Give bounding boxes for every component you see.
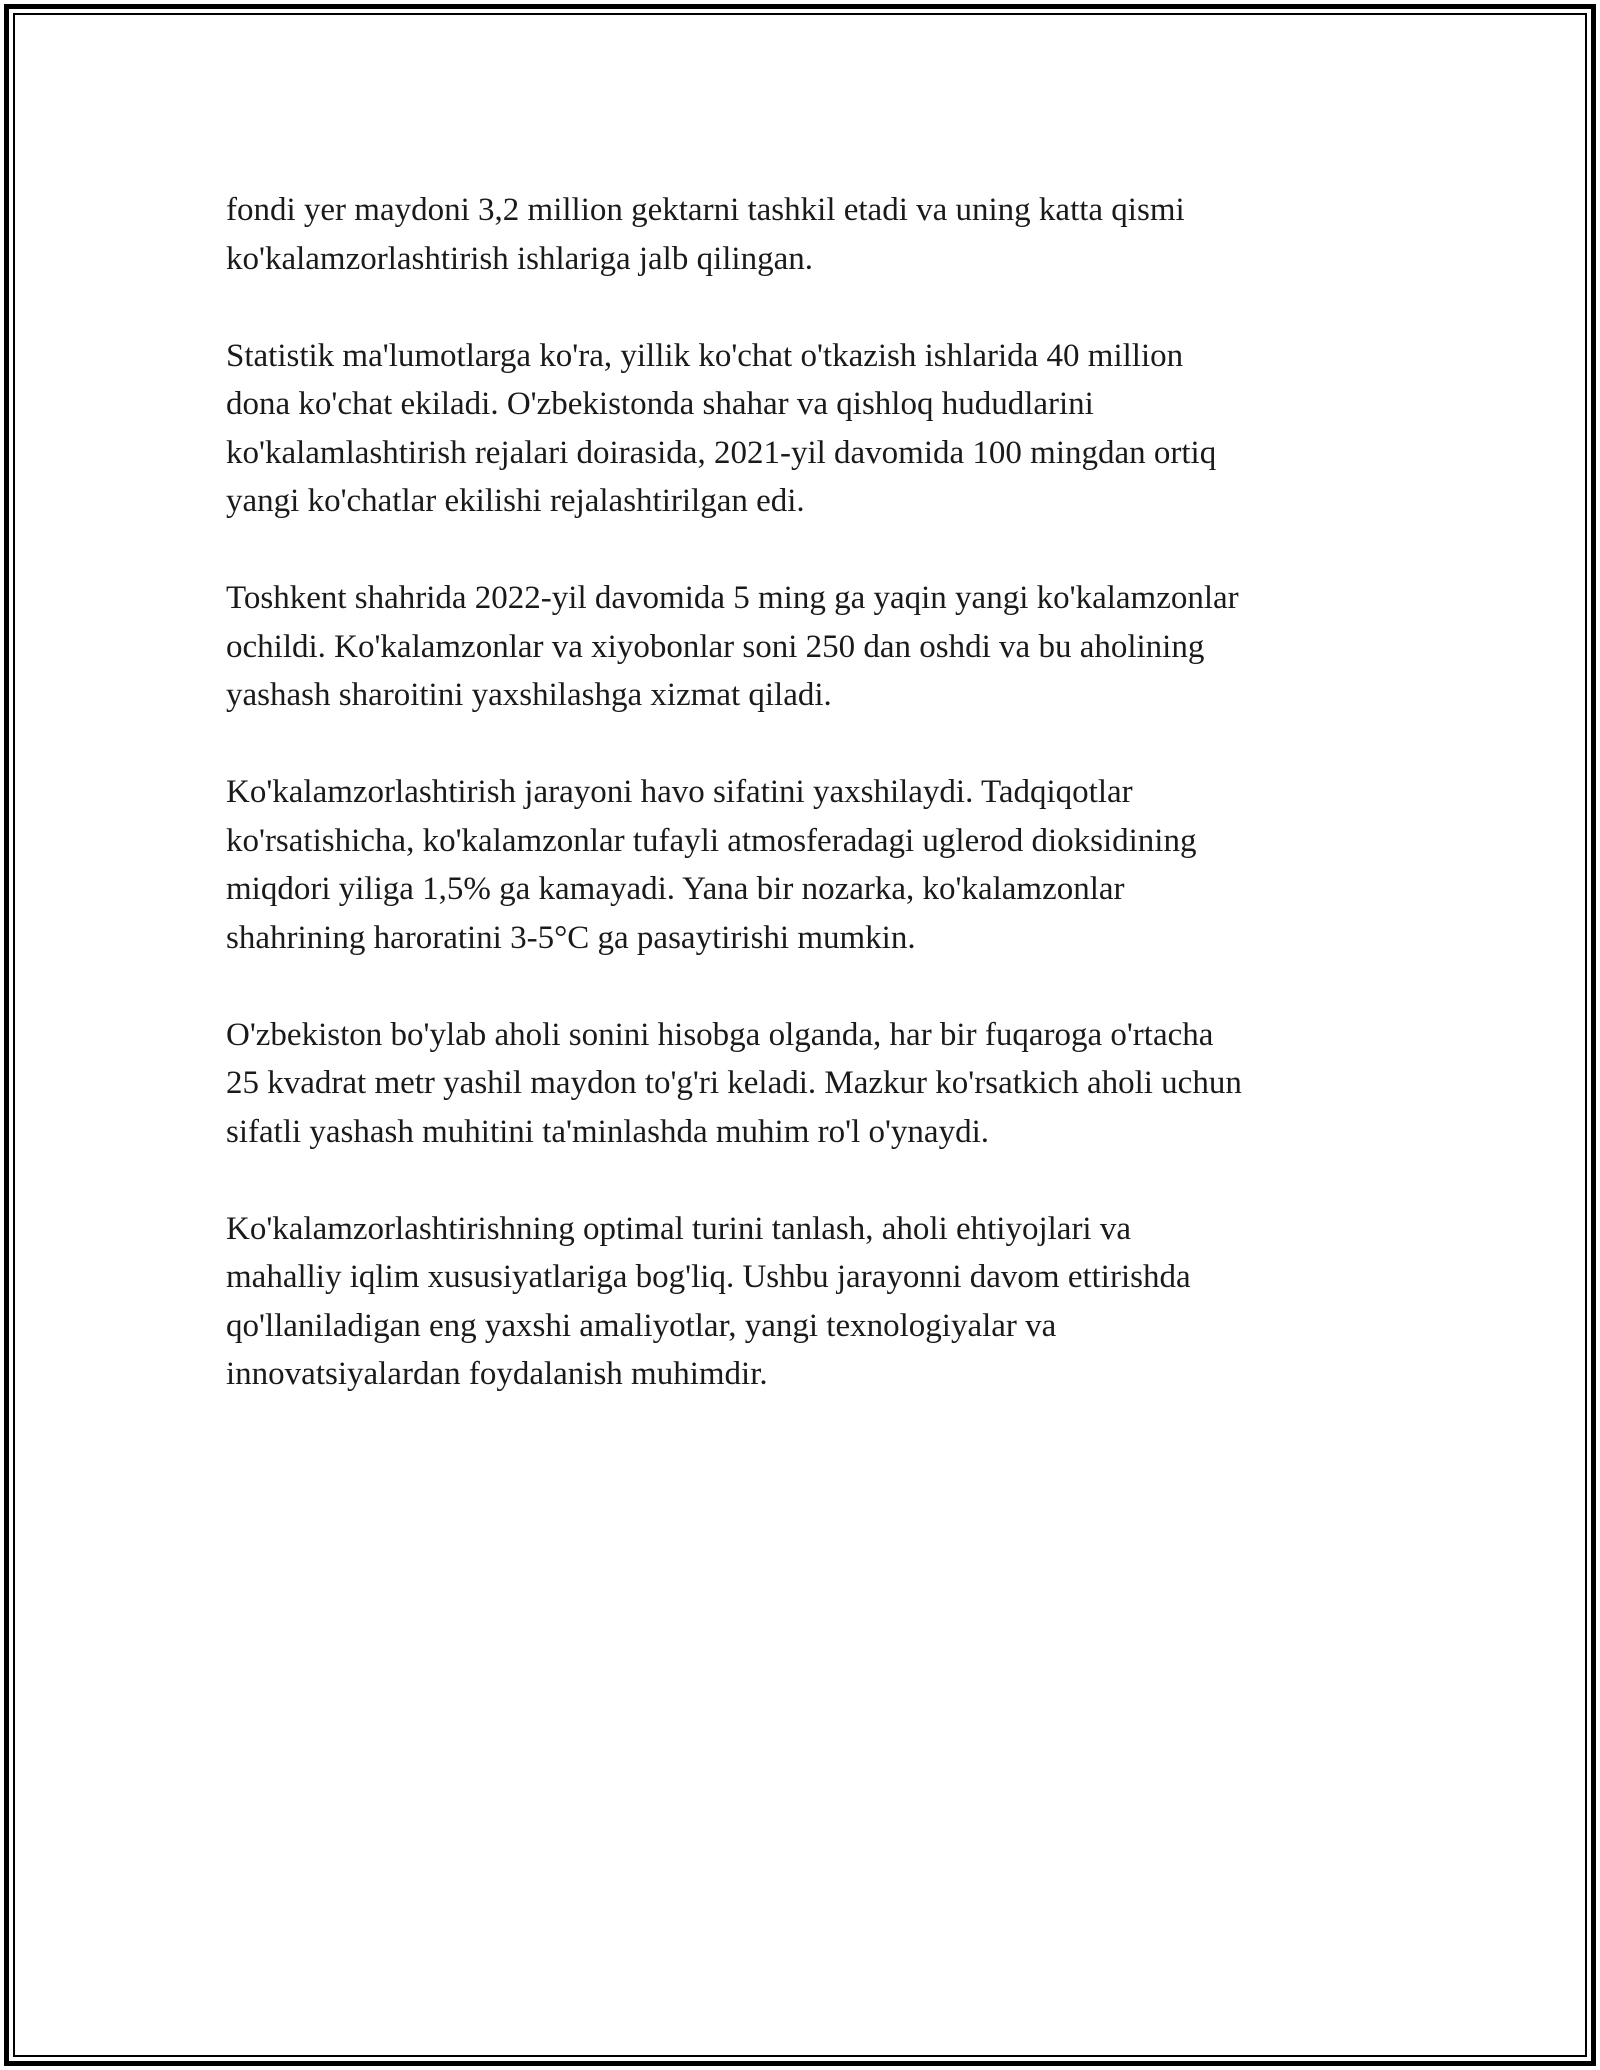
text-line: sifatli yashash muhitini ta'minlashda muhim ro'l o'ynaydi.	[226, 1113, 989, 1150]
paragraph-land-fund	[226, 186, 1386, 283]
text-line: 25 kvadrat metr yashil maydon to'g'ri keladi. Mazkur ko'rsatkich aholi uchun	[226, 1065, 1242, 1101]
text-line: shahrining haroratini 3-5°C ga pasaytirishi mumkin.	[226, 919, 916, 956]
text-line: ko'kalamzorlashtirish ishlariga jalb qilingan.	[226, 240, 813, 277]
text-line: ko'rsatishicha, ko'kalamzonlar tufayli atmosferadagi uglerod dioksidining	[226, 822, 1197, 859]
text-line: yashash sharoitini yaxshilashga xizmat qiladi.	[226, 677, 832, 713]
paragraph-air-quality	[226, 768, 1386, 962]
paragraph-green-area-per-capita	[226, 1011, 1386, 1157]
text-line: Statistik ma'lumotlarga ko'ra, yillik ko'chat o'tkazish ishlarida 40 million	[226, 337, 1184, 374]
paragraph-statistics	[226, 332, 1386, 526]
text-line: Toshkent shahrida 2022-yil davomida 5 ming ga yaqin yangi ko'kalamzonlar	[226, 580, 1239, 616]
text-line: innovatsiyalardan foydalanish muhimdir.	[226, 1356, 768, 1392]
paragraph-tashkent	[226, 574, 1386, 720]
text-line: Ko'kalamzorlashtirish jarayoni havo sifatini yaxshilaydi. Tadqiqotlar	[226, 774, 1133, 810]
text-line: miqdori yiliga 1,5% ga kamayadi. Yana bir nozarka, ko'kalamzonlar	[226, 871, 1125, 907]
text-line: ko'kalamlashtirish rejalari doirasida, 2021-yil davomida 100 mingdan ortiq	[226, 434, 1217, 471]
text-line: ochildi. Ko'kalamzonlar va xiyobonlar soni 250 dan oshdi va bu aholining	[226, 628, 1205, 665]
text-line: Ko'kalamzorlashtirishning optimal turini tanlash, aholi ehtiyojlari va	[226, 1210, 1132, 1247]
text-line: qo'llaniladigan eng yaxshi amaliyotlar, yangi texnologiyalar va	[226, 1307, 1057, 1344]
text-line: dona ko'chat ekiladi. O'zbekistonda shahar va qishloq hududlarini	[226, 386, 1094, 422]
text-line: yangi ko'chatlar ekilishi rejalashtirilgan edi.	[226, 483, 805, 519]
text-line: O'zbekiston bo'ylab aholi sonini hisobga olganda, har bir fuqaroga o'rtacha	[226, 1016, 1214, 1053]
text-line: mahalliy iqlim xususiyatlariga bog'liq. Ushbu jarayonni davom ettirishda	[226, 1259, 1191, 1295]
paragraph-optimal-type	[226, 1205, 1386, 1399]
text-line: fondi yer maydoni 3,2 million gektarni tashkil etadi va uning katta qismi	[226, 192, 1185, 228]
document-body	[226, 186, 1386, 1447]
